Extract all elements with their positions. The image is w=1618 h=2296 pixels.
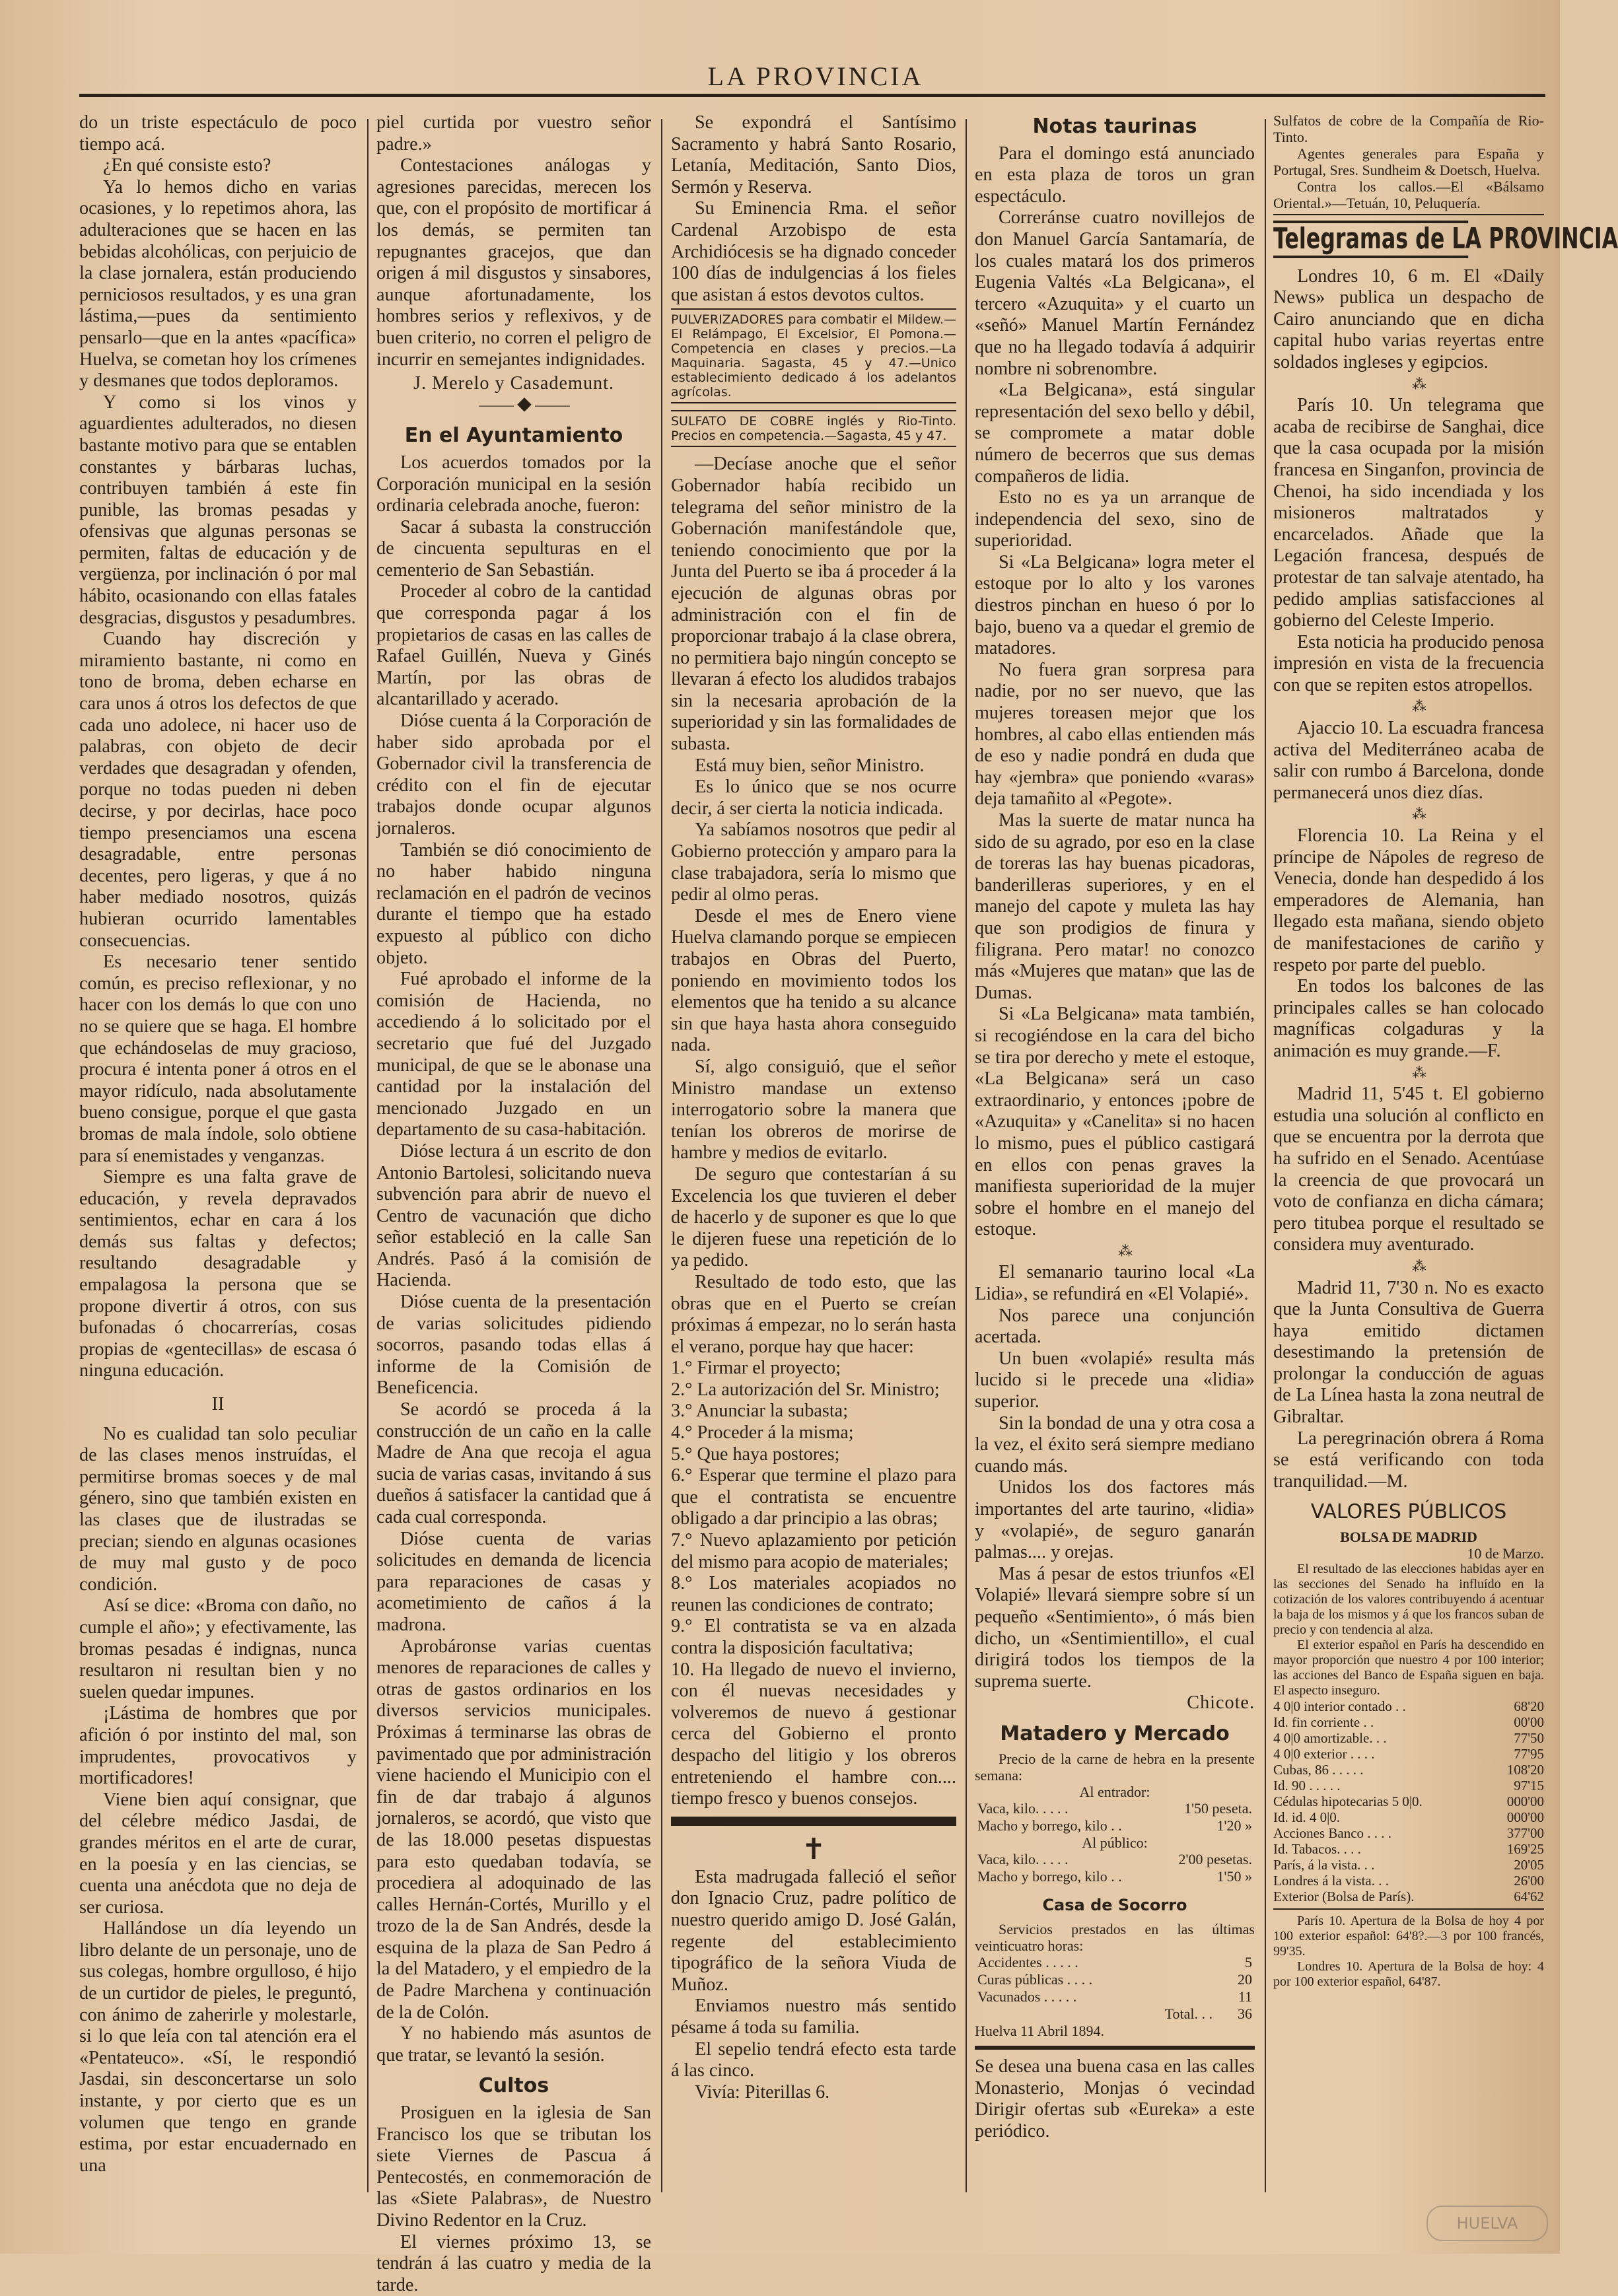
- price-item: Macho y borrego, kilo . .: [977, 1867, 1122, 1885]
- advertisement: Contra los callos.—El «Bálsamo Oriental.»—Tetuán, 10, Peluquería.: [1273, 178, 1544, 215]
- table-row: [975, 1954, 1255, 1971]
- table-row: [1273, 1778, 1544, 1793]
- paragraph: Desde el mes de Enero viene Huelva clamando porque se empiecen trabajos en Obras del Puerto, poniendo en movimiento todos los elementos que ha tenido a su alcance sin que haya hasta ahora conseguido nada.: [671, 905, 956, 1056]
- list-item: 7.° Nuevo aplazamiento por petición del mismo para acopio de materiales;: [671, 1530, 956, 1572]
- paragraph: Dióse lectura á un escrito de don Antonio Bartolesi, solicitando nueva subvención para abrir de nuevo el Centro de vacunación que dicho señor estableció en la calle San Andrés. Pasó á la comisión de Hacienda.: [376, 1140, 651, 1291]
- table-row: [1273, 1746, 1544, 1762]
- table-row: [1273, 1809, 1544, 1825]
- paragraph: Prosiguen en la iglesia de San Francisco los que se tributan los siete Viernes de Pascua á Pentecostés, en conmemoración de las «Siete Palabras», de Nuestro Divino Redentor en la Cruz.: [376, 2103, 651, 2231]
- paragraph: Sin la bondad de una y otra cosa a la vez, el éxito será siempre mediano cuando más.: [975, 1412, 1255, 1477]
- mourning-bar: [671, 1817, 956, 1826]
- table-row: [1273, 1762, 1544, 1778]
- table-row: [1273, 1793, 1544, 1809]
- paragraph: Los acuerdos tomados por la Corporación municipal en la sesión ordinaria celebrada anoche, fueron:: [376, 452, 651, 516]
- bolsa-item: Cédulas hipotecarias 5 0|0.: [1273, 1793, 1423, 1810]
- bolsa-item: Acciones Banco . . . .: [1273, 1825, 1392, 1842]
- price-value: 2'00 pesetas.: [1178, 1850, 1252, 1867]
- bolsa-value: 108'20: [1506, 1762, 1544, 1778]
- paragraph: Unidos los dos factores más importantes del arte taurino, «lidia» y «volapié», de seguro ganarán palmas.... y orejas.: [975, 1477, 1255, 1563]
- paragraph: Siempre es una falta grave de educación, y revela depravados sentimientos, echar en cara á los demás sus faltas y defectos; resultando desagradable y empalagosa la persona que se propone divertir á otros, con sus bufonadas ó chocarrerías, cosas propias de «gentecillas» de escasa ó ninguna educación.: [79, 1167, 357, 1381]
- market-subheading: Al público:: [1082, 1834, 1148, 1851]
- table-row: [975, 1817, 1255, 1834]
- bolsa-date: 10 de Marzo.: [1467, 1545, 1544, 1562]
- bolsa-item: 4 0|0 amortizable. . .: [1273, 1730, 1387, 1747]
- paragraph: Madrid 11, 7'30 n. No es exacto que la Junta Consultiva de Guerra haya emitido dictamen desestimando la pretensión de prolongar la conducción de aguas de La Línea hasta la zona neutral de Gibraltar.: [1273, 1277, 1544, 1428]
- paragraph: Resultado de todo esto, que las obras que en el Puerto se creían próximas á empezar, no lo serán hasta el verano, porque hay que hacer:: [671, 1271, 956, 1357]
- list-item: 1.° Firmar el proyecto;: [671, 1358, 841, 1379]
- paragraph: Y no habiendo más asuntos de que tratar, se levantó la sesión.: [376, 2023, 651, 2066]
- bolsa-value: 77'95: [1514, 1746, 1544, 1762]
- socorro-table: [975, 1954, 1255, 2023]
- column-rule: [966, 119, 967, 2192]
- paragraph: Viene bien aquí consignar, que del célebre médico Jasdai, de grandes méritos en el arte de curar, en la poesía y en las ciencias, se cuenta una anécdota que no deja de ser curiosa.: [79, 1789, 357, 1918]
- socorro-item: Vacunados . . . . .: [977, 1988, 1077, 2005]
- socorro-value: 5: [1245, 1954, 1252, 1971]
- table-row: [975, 2005, 1255, 2023]
- socorro-value: 36: [1238, 2005, 1252, 2023]
- socorro-item: Total. . .: [1164, 2005, 1213, 2023]
- ornament: ⁂: [1412, 806, 1429, 823]
- paragraph: El viernes próximo 13, se tendrán á las cuatro y media de la tarde.: [376, 2231, 651, 2295]
- section-heading: Cultos: [478, 2074, 549, 2098]
- market-intro: Precio de la carne de hebra en la presente semana:: [975, 1750, 1255, 1784]
- paragraph: Vivía: Piterillas 6.: [695, 2081, 830, 2103]
- advertisement: Agentes generales para España y Portugal, Sres. Sundheim & Doetsch, Huelva.: [1273, 145, 1544, 178]
- paragraph: ¡Lástima de hombres que por afición ó por instinto del mal, son imprudentes, provocativos y mortificadores!: [79, 1703, 357, 1789]
- list-item: 5.° Que haya postores;: [671, 1444, 840, 1465]
- bolsa-item: Exterior (Bolsa de París).: [1273, 1889, 1415, 1905]
- paragraph: El semanario taurino local «La Lidia», se refundirá en «El Volapié».: [975, 1262, 1255, 1305]
- bolsa-item: Londres á la vista. . .: [1273, 1873, 1389, 1889]
- paragraph: No fuera gran sorpresa para nadie, por no ser nuevo, que las mujeres toreasen mejor que los hombres, al cabo ellas entienden más de eso y nadie pondrá en duda que hay «jembra» que poniendo «varas» deja tamañito al «Pegote».: [975, 659, 1255, 810]
- list-item: 2.° La autorización del Sr. Ministro;: [671, 1379, 940, 1400]
- socorro-item: Accidentes . . . . .: [977, 1954, 1078, 1971]
- market-subheading: Al entrador:: [1079, 1783, 1150, 1800]
- bolsa-value: 20'05: [1514, 1857, 1544, 1873]
- list-item: 9.° El contratista se va en alzada contra la disposición facultativa;: [671, 1616, 956, 1658]
- paragraph: Está muy bien, señor Ministro.: [695, 755, 925, 776]
- table-row: [1273, 1730, 1544, 1746]
- paragraph: ¿En qué consiste esto?: [103, 155, 271, 176]
- bolsa-item: 4 0|0 exterior . . . .: [1273, 1746, 1375, 1762]
- table-row: [975, 1988, 1255, 2005]
- paragraph: Y como si los vinos y aguardientes adulterados, no diesen bastante motivo para que se entablen constantes y bárbaras luchas, contribuyen también á este fin punible, las bromas pesadas y ofensivas que algunas personas se permiten, faltas de educación y de vergüenza, por inclinación ó por mal hábito, ocasionando con ellas fatales desgracias, disgustos y pesadumbres.: [79, 392, 357, 628]
- bolsa-value: 64'62: [1514, 1889, 1544, 1905]
- ornament: ⁂: [1118, 1242, 1135, 1259]
- bolsa-value: 000'00: [1506, 1809, 1544, 1826]
- price-value: 1'50 »: [1216, 1867, 1252, 1885]
- list-item: 3.° Anunciar la subasta;: [671, 1401, 849, 1422]
- paragraph: Esto no es ya un arranque de independencia del sexo, sino de superioridad.: [975, 487, 1255, 551]
- price-table: [975, 1851, 1255, 1885]
- column-4: [975, 112, 1255, 2212]
- bolsa-item: Id. Tabacos. . . .: [1273, 1841, 1361, 1858]
- bolsa-item: Id. fin corriente . .: [1273, 1714, 1374, 1731]
- table-row: [1273, 1825, 1544, 1841]
- paragraph: Esta noticia ha producido penosa impresión en vista de la frecuencia con que se repiten estos atropellos.: [1273, 631, 1544, 695]
- paragraph: Ya sabíamos nosotros que pedir al Gobierno protección y amparo para la clase trabajadora, sería lo mismo que pedir al olmo peras.: [671, 819, 956, 905]
- paragraph: También se dió conocimiento de no haber habido ninguna reclamación en el padrón de vecinos durante el tiempo que ha estado expuesto al público con dicho objeto.: [376, 839, 651, 968]
- table-row: [975, 1971, 1255, 1988]
- paragraph: Un buen «volapié» resulta más lucido si le precede una «lidia» superior.: [975, 1348, 1255, 1412]
- table-row: [975, 1851, 1255, 1868]
- article-signature: J. Merelo y Casademunt.: [413, 373, 615, 394]
- column-2: [376, 112, 651, 2295]
- paragraph: Londres 10, 6 m. El «Daily News» publica un despacho de Cairo anunciando que en dicha capital hubo varias reyertas entre soldados ingleses y egipcios.: [1273, 265, 1544, 372]
- list-item: 6.° Esperar que termine el plazo para que el contratista se encuentre obligado a dar principio a las obras;: [671, 1465, 956, 1529]
- bolsa-table: [1273, 1698, 1544, 1904]
- bolsa-value: 77'50: [1514, 1730, 1544, 1747]
- table-row: [1273, 1714, 1544, 1730]
- paragraph: Esta madrugada falleció el señor don Ignacio Cruz, padre político de nuestro querido amigo D. José Galán, regente del establecimiento tipográfico de la señora Viuda de Muñoz.: [671, 1866, 956, 1995]
- paragraph: Mas la suerte de matar nunca ha sido de su agrado, por eso en la clase de toreras las hay buenas picadoras, banderilleras superiores, y en el manejo del capote y muleta las hay que son prodigios de finura y filigrana. Pero matar! no conozco más «Mujeres que matan» que las de Dumas.: [975, 810, 1255, 1003]
- divider: [975, 2046, 1255, 2050]
- paragraph: do un triste espectáculo de poco tiempo acá.: [79, 112, 357, 155]
- masthead-rule: [79, 94, 1545, 97]
- bolsa-intro: El resultado de las elecciones habidas ayer en las secciones del Senado ha influído en la cotización de los valores contribuyendo á acentuar la baja de los mismos y á que los francos suban de precio y con tendencia al alza.: [1273, 1562, 1544, 1638]
- list-item: 10. Ha llegado de nuevo el invierno, con él nuevas necesidades y volveremos de nuevo á gestionar cerca del Gobierno el pronto despacho del litigio y los obreros entreteniendo el hambre con.... tiempo fresco y buenos consejos.: [671, 1659, 956, 1809]
- divider: [1273, 1908, 1544, 1910]
- paragraph: La peregrinación obrera á Roma se está verificando con toda tranquilidad.—M.: [1273, 1428, 1544, 1492]
- paragraph: Para el domingo está anunciado en esta plaza de toros un gran espectáculo.: [975, 143, 1255, 207]
- socorro-value: 11: [1238, 1988, 1252, 2005]
- section-heading: Casa de Socorro: [1042, 1895, 1187, 1914]
- advertisement: Sulfatos de cobre de la Compañía de Rio-Tinto.: [1273, 112, 1544, 145]
- paragraph: «La Belgicana», está singular representación del sexo bello y débil, se compromete a matar doble número de becerros que sus demas compañeros de lidia.: [975, 380, 1255, 487]
- paragraph: Hallándose un día leyendo un libro delante de un personaje, uno de sus colegas, hombre orgulloso, é hijo de un curtidor de pieles, le preguntó, con ánimo de zaherirle y molestarle, si lo que leía con tal atención era el «Pentateuco». «Sí, le respondió Jasdai, sin desconcertarse un solo instante, y por cierto que es un volumen que tengo en grande estima, por estar encuadernado en una: [79, 1918, 357, 2176]
- price-item: Vaca, kilo. . . . .: [977, 1850, 1069, 1867]
- paragraph: Dióse cuenta de la presentación de varias solicitudes pidiendo socorros, pasando todas ellas á informe de la Comisión de Beneficencia.: [376, 1292, 651, 1399]
- price-item: Vaca, kilo. . . . .: [977, 1799, 1069, 1817]
- table-row: [1273, 1889, 1544, 1904]
- section-heading: En el Ayuntamiento: [404, 424, 623, 448]
- bolsa-value: 68'20: [1514, 1698, 1544, 1715]
- column-5: [1273, 112, 1618, 2212]
- bolsa-value: 169'25: [1506, 1841, 1544, 1858]
- price-value: 1'20 »: [1216, 1817, 1252, 1834]
- bolsa-item: 4 0|0 interior contado . .: [1273, 1698, 1406, 1715]
- paragraph: Enviamos nuestro más sentido pésame á toda su familia.: [671, 1996, 956, 2038]
- column-1: [79, 112, 357, 2212]
- bolsa-value: 97'15: [1514, 1778, 1544, 1794]
- socorro-value: 20: [1238, 1971, 1252, 1988]
- bolsa-value: 26'00: [1514, 1873, 1544, 1889]
- table-row: [975, 1800, 1255, 1817]
- paragraph: Proceder al cobro de la cantidad que corresponda pagar á los propietarios de casas en las calles de Rafael Guillén, Nueva y Ginés Martín, por las obras de alcantarillado y acerado.: [376, 581, 651, 710]
- cross-icon: ✝: [801, 1832, 826, 1865]
- dateline: Huelva 11 Abril 1894.: [975, 2023, 1104, 2040]
- table-row: [1273, 1857, 1544, 1873]
- paragraph: Ya lo hemos dicho en varias ocasiones, y lo repetimos ahora, las adulteraciones que se hacen en las bebidas alcohólicas, con perjuicio de la clase jornalera, están produciendo perniciosos resultados, y es una gran lástima,—pues da sentimiento pensarlo—que en la antes «pacífica» Huelva, se cometan hoy los crímenes y desmanes que todos deploramos.: [79, 176, 357, 392]
- price-value: 1'50 peseta.: [1184, 1799, 1252, 1817]
- paragraph: París 10. Un telegrama que acaba de recibirse de Sanghai, dice que la casa ocupada por la misión francesa en Singanfon, provincia de Chenoi, ha sido incendiada y los misioneros maltratados y encarcelados. Añade que la Legación francesa, después de protestar de tan salvaje atentado, ha pedido amplias satisfacciones al gobierno del Celeste Imperio.: [1273, 395, 1544, 631]
- price-item: Macho y borrego, kilo . .: [977, 1817, 1122, 1834]
- paragraph: Se acordó se proceda á la construcción de un caño en la calle Madre de Ana que recoja el agua sucia de varias casas, invitando á sus dueños á satisfacer la cantidad que á cada cual corresponda.: [376, 1399, 651, 1527]
- socorro-item: Curas públicas . . . .: [977, 1971, 1093, 1988]
- section-numeral: II: [211, 1394, 225, 1415]
- bolsa-value: 000'00: [1506, 1793, 1544, 1810]
- ornament: ⁂: [1412, 698, 1429, 715]
- section-heading: Notas taurinas: [1032, 115, 1197, 138]
- paragraph: Cuando hay discreción y miramiento bastante, ni como en tono de broma, deben echarse en cara unos á otros los defectos de que cada uno adolece, ni hacer uso de palabras, con objeto de decir verdades que desagradan y ofenden, porque no todas pueden ni deben decirse, y por decirlas, hace poco tiempo presenciamos una escena desagradable, entre personas decentes, pero ligeras, y que á no haber mediado nosotros, quizás hubieran ocurrido lamentables consecuencias.: [79, 629, 357, 951]
- article-signature: Chicote.: [1187, 1692, 1255, 1714]
- bolsa-value: 00'00: [1514, 1714, 1544, 1731]
- ornament: ⁂: [1412, 1257, 1429, 1274]
- paragraph: Ajaccio 10. La escuadra francesa activa del Mediterráneo acaba de salir con rumbo á Barcelona, donde permanecerá unos diez días.: [1273, 718, 1544, 803]
- paragraph: Aprobáronse varias cuentas menores de reparaciones de calles y otras de gastos ordinarios en los diversos servicios municipales. Próximas á terminarse las obras de pavimentado que por administración viene haciendo el Municipio con el fin de dar trabajo á algunos jornaleros, se acordó, que visto que de las 18.000 pesetas dispuestas para esto quedaban todavía, se procediera al adoquinado de las calles Hernán-Cortés, Murillo y el trozo de la de San Andrés, desde la esquina de la plaza de San Pedro á la del Matadero, y el empiedro de la de Padre Marchena y continuación de la de Colón.: [376, 1636, 651, 2023]
- paragraph: Si «La Belgicana» logra meter el estoque por lo alto y los varones diestros pinchan en hueso ó por lo bajo, bueno va a quedar el gremio de matadores.: [975, 551, 1255, 659]
- list-item: 8.° Los materiales acopiados no reunen las condiciones de contrato;: [671, 1573, 956, 1615]
- paragraph: —Decíase anoche que el señor Gobernador había recibido un telegrama del señor ministro de la Gobernación manifestándole que, teniendo conocimiento que por la Junta del Puerto se iba á proceder á la ejecución de algunas obras por administración con el fin de proporcionar trabajo á la clase obrera, no permitiera bajo ningún concepto se llevaran á efecto los aludidos trabajos sin la necesaria aprobación de la superioridad y sin las formalidades de subasta.: [671, 454, 956, 755]
- table-row: [1273, 1698, 1544, 1714]
- paragraph: Nos parece una conjunción acertada.: [975, 1305, 1255, 1348]
- bolsa-closing: Londres 10. Apertura de la Bolsa de hoy: 4 por 100 exterior español, 64'87.: [1273, 1959, 1544, 1990]
- paragraph: Así se dice: «Broma con daño, no cumple el año»; y efectivamente, las bromas pesadas é indignas, nunca resultaron ni resultan bien y no suelen quedar impunes.: [79, 1595, 357, 1702]
- column-rule: [661, 119, 662, 2192]
- ornament: ⁂: [1412, 375, 1429, 392]
- paragraph: En todos los balcones de las principales calles se han colocado magníficas colgaduras y la animación es muy grande.—F.: [1273, 976, 1544, 1061]
- bolsa-item: París, á la vista. . .: [1273, 1857, 1375, 1873]
- paragraph: Mas á pesar de estos triunfos «El Volapié» llevará siempre sobre sí un pequeño «Sentimiento», ó más bien dicho, un «Sentimientillo», el cual dirigirá todos los tiempos de la suprema suerte.: [975, 1563, 1255, 1692]
- paragraph: No es cualidad tan solo peculiar de las clases menos instruídas, el permitirse bromas soeces y de mal género, sino que también existen en las clases que de ilustradas se precian; siendo en algunas ocasiones de muy mal gusto y de poco condición.: [79, 1423, 357, 1595]
- paragraph: Es lo único que se nos ocurre decir, á ser cierta la noticia indicada.: [671, 777, 956, 819]
- table-row: [975, 1868, 1255, 1885]
- paragraph: El sepelio tendrá efecto esta tarde á las cinco.: [671, 2038, 956, 2081]
- section-heading: Telegramas de LA PROVINCIA: [1273, 221, 1468, 258]
- price-table: [975, 1800, 1255, 1834]
- bolsa-item: Id. 90 . . . . .: [1273, 1778, 1341, 1794]
- column-rule: [367, 119, 369, 2192]
- socorro-intro: Servicios prestados en las últimas veinticuatro horas:: [975, 1921, 1255, 1955]
- ornament: ⁂: [1412, 1064, 1429, 1081]
- table-row: [1273, 1841, 1544, 1857]
- classified-ad: Se desea una buena casa en las calles Monasterio, Monjas ó vecindad Dirigir ofertas sub «Eureka» a este periódico.: [975, 2056, 1255, 2141]
- section-heading: Matadero y Mercado: [1000, 1722, 1230, 1745]
- bolsa-closing: París 10. Apertura de la Bolsa de hoy 4 por 100 exterior español: 64'8?.—3 por 100 francés, 99'35.: [1273, 1914, 1544, 1959]
- section-heading: VALORES PÚBLICOS: [1310, 1500, 1507, 1524]
- list-item: 4.° Proceder á la misma;: [671, 1422, 854, 1444]
- paragraph: Florencia 10. La Reina y el príncipe de Nápoles de regreso de Venecia, donde han despedido á los emperadores de Alemania, han llegado esta mañana, siendo objeto de manifestaciones de cariño y respeto por parte del pueblo.: [1273, 825, 1544, 975]
- column-rule: [1265, 119, 1266, 2192]
- paragraph: De seguro que contestarían á su Excelencia los que tuvieren el deber de hacerlo y de suponer es que lo que le dijeren fuese una repetición de lo ya pedido.: [671, 1164, 956, 1271]
- column-3: [671, 112, 956, 2212]
- paragraph: Sacar á subasta la construcción de cincuenta sepulturas en el cementerio de San Sebastián.: [376, 516, 651, 580]
- paragraph: Fué aprobado el informe de la comisión de Hacienda, no accediendo á lo solicitado por el secretario que fué del Juzgado municipal, de que se le abonase una cantidad por la instalación del mencionado Juzgado en un departamento de su casa-habitación.: [376, 969, 651, 1140]
- paragraph: Dióse cuenta de varias solicitudes en demanda de licencia para reparaciones de casas y acometimiento de caños á la madrona.: [376, 1528, 651, 1635]
- advertisement: PULVERIZADORES para combatir el Mildew.—El Relámpago, El Excelsior, El Pomona.—Competencia en clases y precios.—La Maquinaria. Sagasta, 45 y 47.—Unico establecimiento dedicado á los adelantos agrícolas.: [671, 308, 956, 403]
- paragraph: Es necesario tener sentido común, es preciso reflexionar, y no hacer con los demás lo que con uno no se quiere que se haga. El hombre que echándoselas de muy gracioso, procura é intenta poner á otros en el mayor ridículo, nada absolutamente bueno consigue, porque el que gasta bromas de mala índole, solo obtiene para sí enemistades y venganzas.: [79, 952, 357, 1166]
- paragraph: Dióse cuenta á la Corporación de haber sido aprobada por el Gobernador civil la transferencia de crédito con el fin de ejecutar trabajos donde ocupar algunos jornaleros.: [376, 711, 651, 839]
- bolsa-title: BOLSA DE MADRID: [1340, 1529, 1477, 1546]
- bolsa-value: 377'00: [1506, 1825, 1544, 1842]
- paragraph: Correránse cuatro novillejos de don Manuel García Santamaría, de los cuales matará los dos primeros Eugenia Valtés «La Belgicana», el tercero «Azuquita» y el cuarto un «señó» Manuel Martín Fernández que no ha llegado todavía á adquirir nombre ni sobrenombre.: [975, 207, 1255, 379]
- bolsa-item: Id. id. 4 0|0.: [1273, 1809, 1341, 1826]
- paragraph: Se expondrá el Santísimo Sacramento y habrá Santo Rosario, Letanía, Meditación, Santo Dios, Sermón y Reserva.: [671, 112, 956, 197]
- archive-stamp: HUELVA: [1426, 2206, 1548, 2241]
- paragraph: Si «La Belgicana» mata también, si recogiéndose en la cara del bicho se tira por derecho y mete el estoque, «La Belgicana» será un caso extraordinario, y entonces ¡pobre de «Azuquita» y «Canelita» si no hacen lo mismo, pues el público castigará en ellos con penas graves la manifiesta superioridad de la mujer sobre el hombre en el manejo del estoque.: [975, 1004, 1255, 1240]
- paragraph: Su Eminencia Rma. el señor Cardenal Arzobispo de esta Archidiócesis se ha dignado conceder 100 días de indulgencias á los fieles que asistan á estos devotos cultos.: [671, 198, 956, 305]
- table-row: [1273, 1873, 1544, 1889]
- paragraph: Contestaciones análogas y agresiones parecidas, merecen los que, con el propósito de mortificar á los demás, se permiten tan repugnantes gracejos, que dan origen á mil disgustos y sinsabores, aunque afortunadamente, los hombres serios y reflexivos, y de buen criterio, no corren el peligro de incurrir en semejantes indignidades.: [376, 155, 651, 370]
- ornament: ⸻◆⸻: [478, 396, 573, 413]
- advertisement: SULFATO DE COBRE inglés y Rio-Tinto. Precios en competencia.—Sagasta, 45 y 47.: [671, 410, 956, 447]
- masthead: LA PROVINCIA: [707, 61, 924, 91]
- paragraph: piel curtida por vuestro señor padre.»: [376, 112, 651, 155]
- paragraph: Madrid 11, 5'45 t. El gobierno estudia una solución al conflicto en que se encuentra por la derrota que ha sufrido en el Senado. Acentúase la creencia de que provocará un voto de confianza en dicha cámara; pero titubea porque el resultado se considera muy aventurado.: [1273, 1084, 1544, 1255]
- bolsa-intro: El exterior español en París ha descendido en mayor proporción que nuestro 4 por 100 interior; las acciones del Banco de España siguen en baja. El aspecto inseguro.: [1273, 1638, 1544, 1698]
- bolsa-item: Cubas, 86 . . . . .: [1273, 1762, 1364, 1778]
- paragraph: Sí, algo consiguió, que el señor Ministro mandase un extenso interrogatorio sobre la manera que tenían los obreros de morirse de hambre y medios de evitarlo.: [671, 1056, 956, 1164]
